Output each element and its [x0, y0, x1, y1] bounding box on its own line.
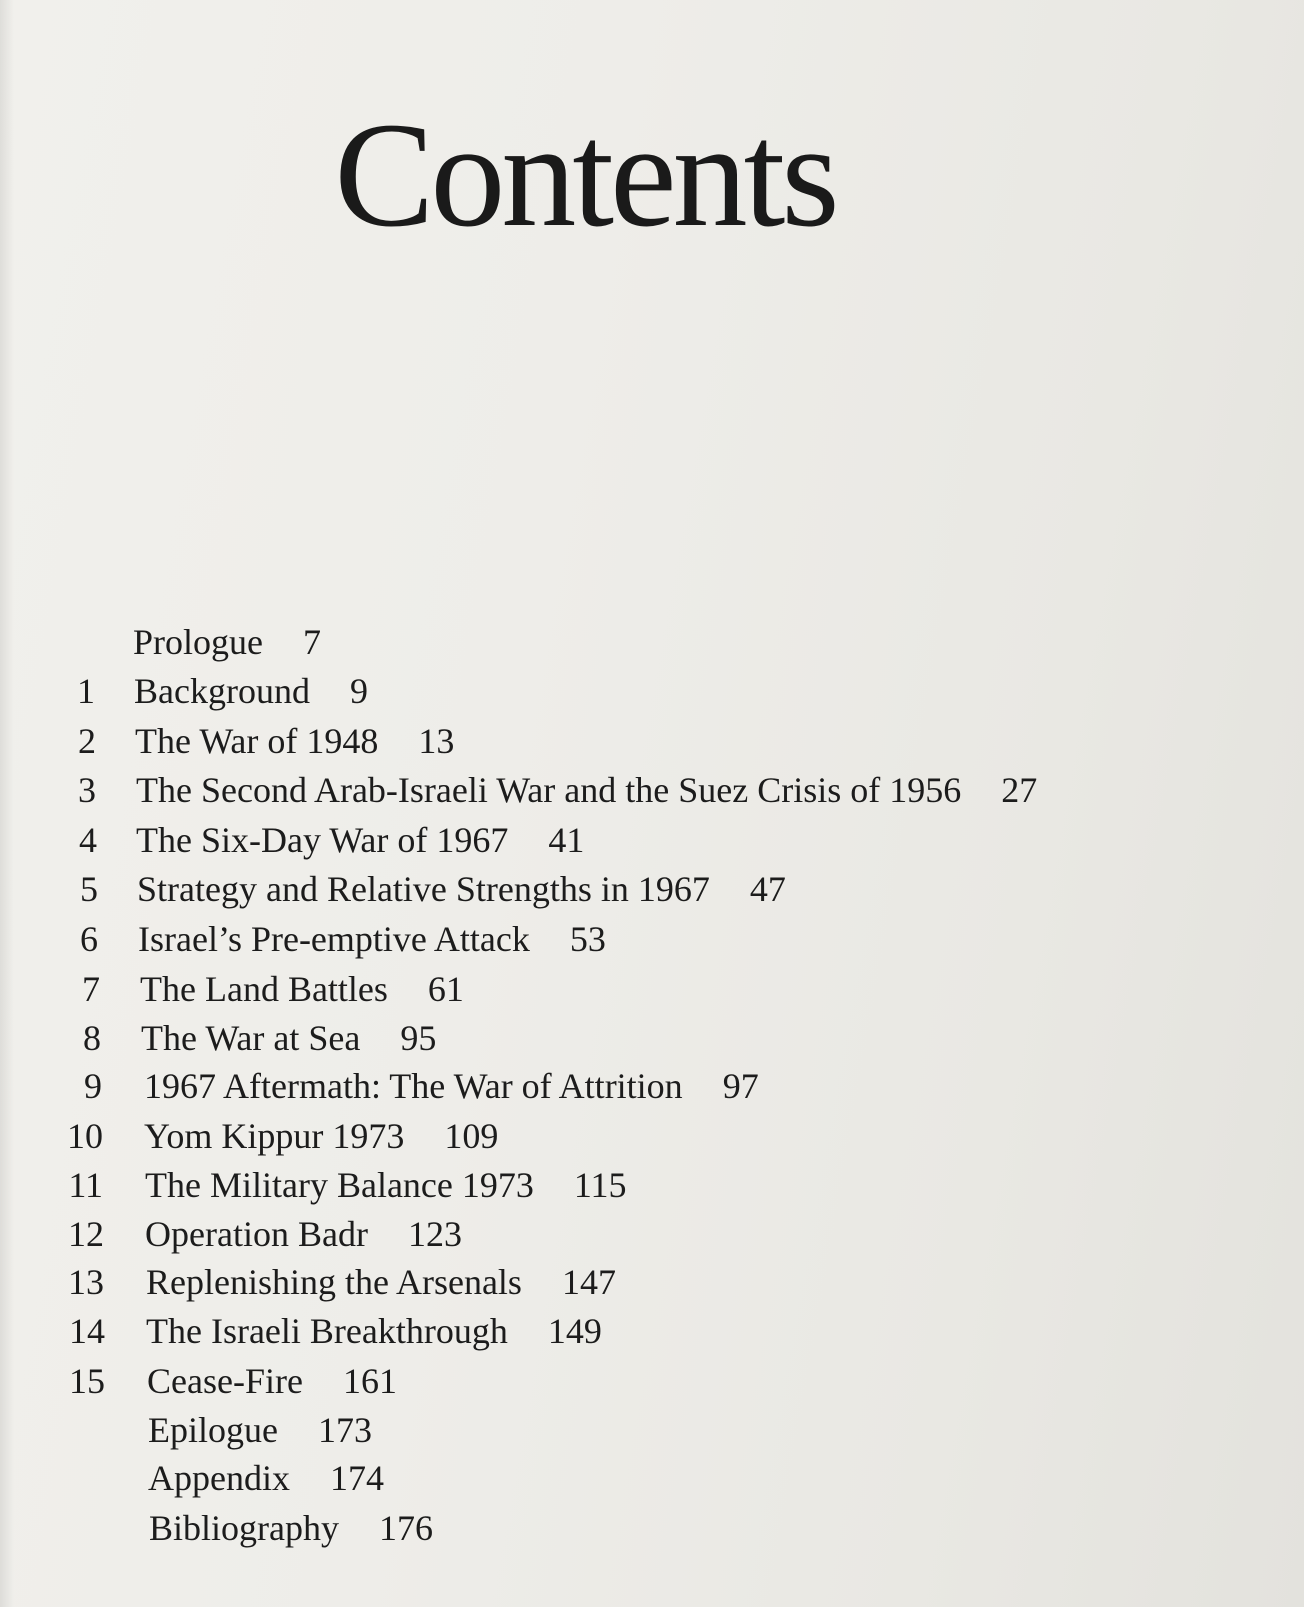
toc-entry-title-group: [136, 768, 1037, 812]
toc-entry-page: 95: [400, 1018, 437, 1058]
toc-entry-title: The War of 1948: [135, 721, 379, 761]
toc-entry-number: 12: [68, 1214, 104, 1254]
toc-entry-number: 15: [69, 1361, 105, 1401]
toc-entry-title-group: [144, 1114, 498, 1158]
toc-entry-title-group: [148, 1456, 384, 1500]
toc-entry-page: 115: [573, 1165, 627, 1205]
toc-entry-page: 174: [329, 1458, 384, 1498]
toc-entry-title-group: [147, 1359, 397, 1403]
toc-entry-title-group: [136, 818, 584, 862]
toc-entry-title: Background: [134, 671, 310, 711]
toc-entry-page: 61: [427, 969, 464, 1009]
toc-entry-page: 13: [418, 721, 455, 761]
toc-entry-title: Appendix: [148, 1458, 290, 1498]
toc-entry-title-group: [146, 1260, 616, 1304]
toc-entry-title: The War at Sea: [141, 1018, 361, 1058]
toc-entry-number: 6: [80, 919, 98, 959]
toc-entry-title: The Second Arab-Israeli War and the Suez Crisis of 1956: [136, 770, 962, 810]
toc-entry-title-group: [135, 719, 454, 763]
toc-entry-title: Replenishing the Arsenals: [146, 1262, 522, 1302]
toc-entry-title: Israel’s Pre-emptive Attack: [138, 919, 530, 959]
toc-entry-title-group: [141, 1016, 436, 1060]
toc-entry-page: 27: [1001, 770, 1038, 810]
toc-entry-page: 41: [548, 820, 585, 860]
toc-entry-page: 149: [547, 1311, 602, 1351]
toc-entry-number: 2: [78, 721, 96, 761]
toc-entry-page: 47: [749, 869, 786, 909]
toc-entry-title: Operation Badr: [145, 1214, 368, 1254]
toc-entry-title: Prologue: [133, 622, 263, 662]
toc-entry-number: 9: [84, 1066, 102, 1106]
toc-entry-title: Strategy and Relative Strengths in 1967: [137, 869, 710, 909]
toc-entry-title-group: [138, 917, 606, 961]
toc-entry-number: 5: [80, 869, 98, 909]
toc-entry-title: The Six-Day War of 1967: [136, 820, 509, 860]
toc-entry-number: 1: [77, 671, 95, 711]
toc-entry-page: 97: [722, 1066, 759, 1106]
toc-entry-title-group: [134, 669, 368, 713]
toc-entry-title: Bibliography: [149, 1508, 339, 1548]
toc-entry-number: 4: [79, 820, 97, 860]
toc-entry-number: 7: [82, 969, 100, 1009]
toc-entry-page: 123: [407, 1214, 462, 1254]
toc-entry-number: 10: [67, 1116, 103, 1156]
toc-entry-page: 176: [378, 1508, 433, 1548]
toc-entry-title: The Land Battles: [140, 969, 388, 1009]
toc-entry-number: 3: [78, 770, 96, 810]
toc-entry-title-group: [149, 1506, 433, 1550]
toc-entry-title: 1967 Aftermath: The War of Attrition: [144, 1066, 683, 1106]
toc-entry-page: 173: [317, 1410, 372, 1450]
toc-entry-title-group: [146, 1309, 602, 1353]
toc-entry-page: 147: [561, 1262, 616, 1302]
toc-entry-title: Cease-Fire: [147, 1361, 303, 1401]
toc-entry-title: The Israeli Breakthrough: [146, 1311, 508, 1351]
toc-entry-number: 13: [68, 1262, 104, 1302]
toc-entry-title: The Military Balance 1973: [145, 1165, 534, 1205]
toc-entry-number: 8: [83, 1018, 101, 1058]
toc-entry-page: 7: [303, 622, 321, 662]
toc-entry-title-group: [148, 1408, 372, 1452]
toc-entry-number: 14: [69, 1311, 105, 1351]
toc-entry-title-group: [145, 1212, 462, 1256]
toc-entry-title: Epilogue: [148, 1410, 278, 1450]
toc-entry-title-group: [137, 867, 786, 911]
toc-entry-page: 161: [342, 1361, 397, 1401]
toc-entry-page: 109: [444, 1116, 499, 1156]
toc-entry-title: Yom Kippur 1973: [144, 1116, 405, 1156]
page-title: Contents: [334, 92, 836, 258]
toc-entry-page: 9: [349, 671, 368, 711]
toc-entry-title-group: [140, 967, 464, 1011]
toc-entry-number: 11: [68, 1165, 103, 1205]
toc-entry-page: 53: [569, 919, 606, 959]
toc-entry-title-group: [133, 620, 321, 664]
toc-entry-title-group: [145, 1163, 627, 1207]
toc-entry-title-group: [144, 1064, 759, 1108]
